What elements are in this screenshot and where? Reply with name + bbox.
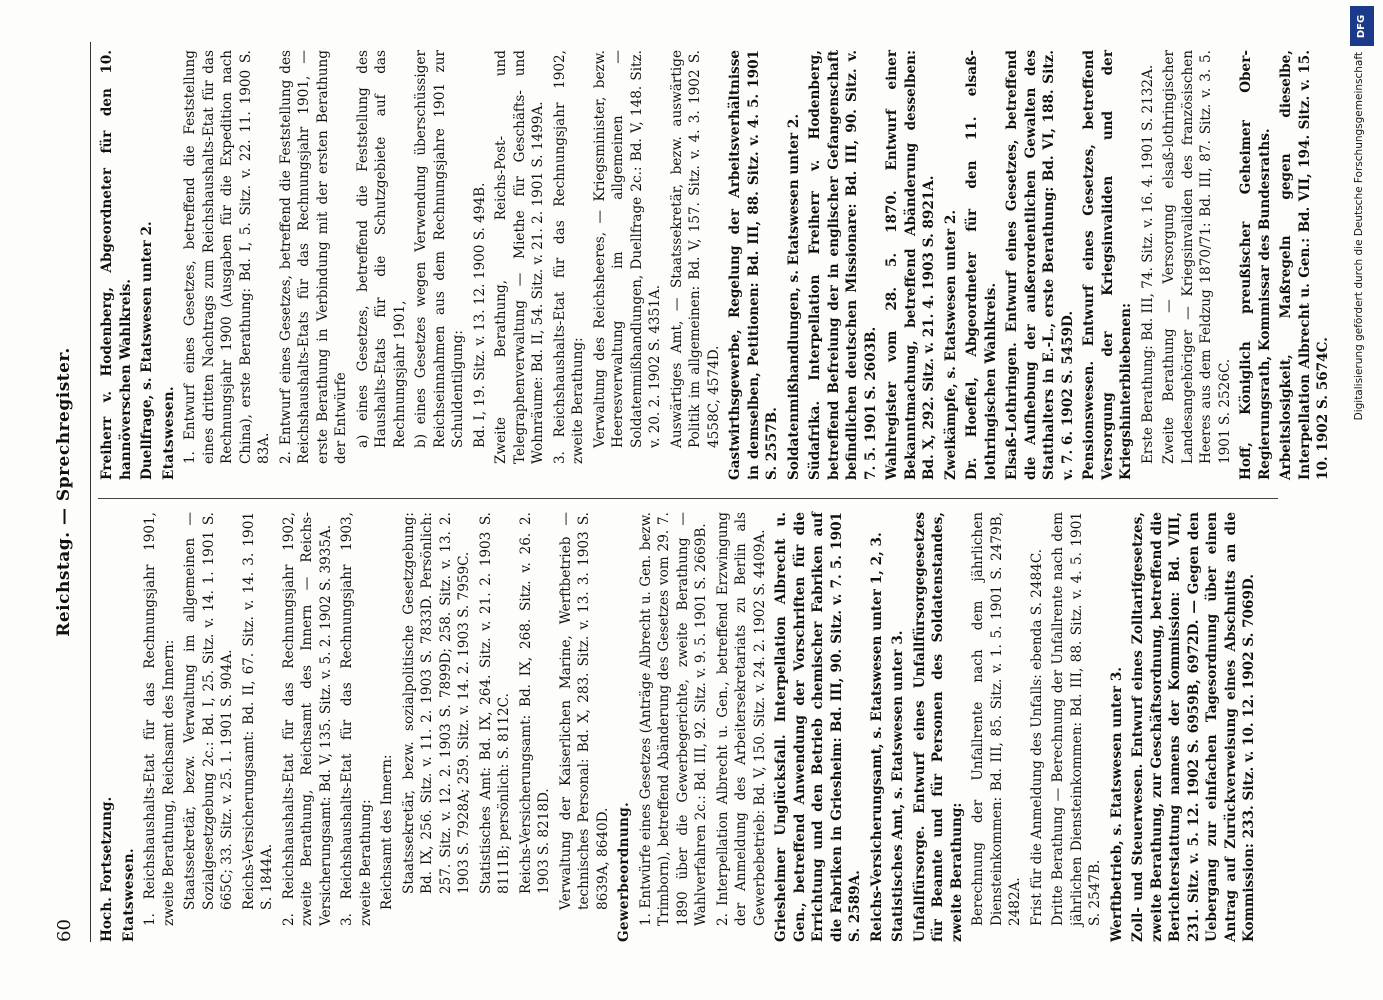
index-entry: 3. Reichshaushalts-Etat für das Rechnungsjahr 1903, zweite Berathung:: [339, 512, 374, 926]
digitization-note: Digitalisierung gefördert durch die Deutsche Forschungsgemeinschaft: [1353, 52, 1365, 421]
index-entry: Frist für die Anmeldung des Unfalls: ebenda S. 2484C.: [1028, 548, 1045, 926]
index-entry: Südafrika. Interpellation Freiherr v. Hodenberg, betreffend Befreiung der in englischer Gefangenschaft befindlichen deutschen Missionare: Bd. III, 90. Sitz. v. 7. 5. 1901 S. 2603B.: [807, 50, 879, 480]
index-entry: Gewerbeordnung.: [616, 801, 632, 942]
index-entry: Zweikämpfe, s. Etatswesen unter 2.: [942, 209, 959, 480]
index-entry: Verwaltung der Kaiserlichen Marine, Werftbetrieb — technisches Personal: Bd. X, 283. Sitz. v. 13. 3. 1903 S. 8639A, 8640D.: [557, 512, 611, 910]
index-entry: Pensionswesen. Entwurf eines Gesetzes, betreffend Versorgung der Kriegsinvaliden und der Kriegshinterbliebenen:: [1081, 50, 1134, 480]
index-entry: Dritte Berathung — Berechnung der Unfallrente nach dem jährlichen Diensteinkommen: Bd. III, 88. Sitz. v. 4. 5. 1901 S. 2547B.: [1050, 512, 1103, 926]
running-head: [48, 42, 82, 942]
index-entry: Statistisches Amt, s. Etatswesen unter 3.: [890, 630, 906, 942]
index-entry: Soldatenmißhandlungen, s. Etatswesen unter 2.: [785, 113, 802, 480]
index-entry: Berechnung der Unfallrente nach dem jährlichen Diensteinkommen: Bd. III, 85. Sitz. v. 1. 5. 1901 S. 2479B, 2482A.: [970, 512, 1023, 926]
index-entry: Zoll- und Steuerwesen. Entwurf eines Zolltarifgesetzes, zweite Berathung, zur Geschäftsordnung, betreffend die Berichterstattung namens der Kommission: Bd. VIII, 231. Sitz. v. 5. 12. 1902 S. 6959B, 6972D. — Gegen den Uebergang zur einfachen Tagesordnung über einen Antrag auf Zurückverweisung eines Abschnitts an die Kommission: 233. Sitz. v. 10. 12. 1902 S. 7069D.: [1130, 512, 1257, 942]
index-entry: Staatssekretär, bezw. sozialpolitische Gesetzgebung: Bd. IX, 256. Sitz. v. 11. 2. 1903 S. 7833D. Persönlich: 257. Sitz. v. 12. 2. 1903 S. 7899D; 258. Sitz. v. 13. 2. 1903 S. 7928A; 259. Sitz. v. 14. 2. 1903 S. 7959C.: [400, 512, 472, 894]
running-title: Reichstag. — Sprechregister.: [54, 347, 74, 637]
index-entry: 2. Reichshaushalts-Etat für das Rechnungsjahr 1902, zweite Berathung, Reichsamt des Innern — Reichs-Versicherungsamt: Bd. V, 135. Sitz. v. 5. 2. 1902 S. 3935A.: [280, 512, 334, 926]
index-entry: Statistisches Amt: Bd. IX, 264. Sitz. v. 21. 2. 1903 S. 8111B; persönlich: S. 8112C.: [477, 512, 512, 894]
page-number: 60: [54, 919, 75, 942]
index-entry: Reichs-Versicherungsamt: Bd. II, 67. Sitz. v. 14. 3. 1901 S. 1844A.: [240, 512, 275, 910]
index-entry: Auswärtiges Amt, — Staatssekretär, bezw. auswärtige Politik im allgemeinen: Bd. V, 157. Sitz. v. 4. 3. 1902 S. 4558C, 4574D.: [668, 50, 722, 448]
index-entry: Werftbetrieb, s. Etatswesen unter 3.: [1108, 666, 1125, 942]
index-entry: Unfallfürsorge. Entwurf eines Unfallfürsorgegesetzes für Beamte und für Personen des Soldatenstandes, zweite Berathung:: [911, 512, 965, 942]
index-entry: Duellfrage, s. Etatswesen unter 2.: [139, 221, 155, 480]
index-entry: Erste Berathung: Bd. III, 74. Sitz. v. 16. 4. 1901 S. 2132A.: [1139, 64, 1156, 464]
index-entry: Elsaß-Lothringen. Entwurf eines Gesetzes, betreffend die Aufhebung der außerordentlichen Gewalten des Statthalters in E.-L., erste Berathung: Bd. VI, 188. Sitz. v. 7. 6. 1902 S. 5459D.: [1004, 50, 1076, 480]
index-entry: 3. Reichshaushalts-Etat für das Rechnungsjahr 1902, zweite Berathung:: [551, 50, 586, 464]
left-column: [98, 512, 1278, 942]
index-entry: Hoch. Fortsetzung.: [99, 796, 115, 942]
column-divider: [98, 498, 1278, 499]
index-entry: Wahlregister vom 28. 5. 1870. Entwurf einer Bekanntmachung, betreffend Abänderung desselben: Bd. X, 292. Sitz. v. 21. 4. 1903 S. 8921A.: [884, 50, 937, 480]
index-entry: Reichs-Versicherungsamt: Bd. IX, 268. Sitz. v. 26. 2. 1903 S. 8218D.: [517, 512, 552, 894]
index-entry: a) eines Gesetzes, betreffend die Feststellung des Haushalts-Etats für die Schutzgebiete auf das Rechnungsjahr 1901,: [354, 50, 408, 448]
index-entry: Reichsamt des Innern:: [379, 754, 395, 910]
index-entry: b) eines Gesetzes wegen Verwendung überschüssiger Reichseinnahmen aus dem Rechnungsjahre 1901 zur Schuldentilgung:: [413, 50, 466, 448]
index-entry: Freiherr v. Hodenberg, Abgeordneter für den 10. hannöverschen Wahlkreis.: [99, 50, 134, 480]
index-entry: Etatswesen.: [160, 386, 177, 480]
index-entry: 2. Entwurf eines Gesetzes, betreffend die Feststellung des Reichshaushalts-Etats für das Rechnungsjahr 1901, — erste Berathung in Verbindung mit der ersten Berathung der Entwürfe: [277, 50, 349, 464]
index-entry: Arbeitslosigkeit, Maßregeln gegen dieselbe, Interpellation Albrecht u. Gen.: Bd. VII, 194. Sitz. v. 15. 10. 1902 S. 5674C.: [1278, 50, 1331, 480]
index-entry: Dr. Hoeffel, Abgeordneter für den 11. elsaß-lothringischen Wahlkreis.: [964, 50, 999, 480]
header-rule: [90, 42, 91, 942]
dfg-logo: [1350, 6, 1374, 46]
right-column: [98, 50, 1331, 480]
index-entry: 2. Interpellation Albrecht u. Gen., betreffend Erzwingung der Anmeldung des Arbeitersekretariats zu Berlin als Gewerbebetrieb: Bd. V, 150. Sitz. v. 24. 2. 1902 S. 4409A.: [714, 512, 768, 926]
index-entry: 1. Entwürfe eines Gesetzes (Anträge Albrecht u. Gen. bezw. Trimborn), betreffend Abänderung des Gesetzes vom 29. 7. 1890 über die Gewerbegerichte, zweite Berathung — Wahlverfahren 2c.: Bd. III, 92. Sitz. v. 9. 5. 1901 S. 2669B.: [637, 512, 709, 926]
index-entry: Verwaltung des Reichsheeres, — Kriegsminister, bezw. Heeresverwaltung im allgemeinen — Soldatenmißhandlungen, Duellfrage 2c.: Bd. V, 148. Sitz. v. 20. 2. 1902 S. 4351A.: [591, 50, 663, 448]
index-entry: Bd. I, 19. Sitz. v. 13. 12. 1900 S. 494B.: [471, 182, 488, 448]
index-entry: Gastwirthsgewerbe, Regelung der Arbeitsverhältnisse in demselben, Petitionen: Bd. III, 88. Sitz. v. 4. 5. 1901 S. 2557B.: [727, 50, 780, 480]
dfg-logo-text: DFG: [1356, 14, 1368, 38]
index-entry: Reichs-Versicherungsamt, s. Etatswesen unter 1, 2, 3.: [868, 532, 885, 942]
index-entry: Griesheimer Unglücksfall. Interpellation Albrecht u. Gen., betreffend Anwendung der Vorschriften für die Errichtung und den Betrieb chemischer Fabriken auf die Fabriken in Griesheim: Bd. III, 90. Sitz. v. 7. 5. 1901 S. 2589A.: [773, 512, 863, 942]
index-entry: Zweite Berathung — Versorgung elsaß-lothringischer Landesangehöriger — Kriegsinvaliden des französischen Heeres aus dem Feldzug 1870/71: Bd. III, 87. Sitz. v. 3. 5. 1901 S. 2526C.: [1161, 50, 1233, 464]
index-entry: 1. Entwurf eines Gesetzes, betreffend die Feststellung eines dritten Nachtrags zum Reichshaushalts-Etat für das Rechnungsjahr 1900 (Ausgaben für die Expedition nach China), erste Berathung: Bd. I, 5. Sitz. v. 22. 11. 1900 S. 83A.: [182, 50, 272, 464]
index-entry: Zweite Berathung, Reichs-Post- und Telegraphenverwaltung — Miethe für Geschäfts- und Wohnräume: Bd. II, 54. Sitz. v. 21. 2. 1901 S. 1499A.: [493, 50, 546, 464]
index-entry: 1. Reichshaushalts-Etat für das Rechnungsjahr 1901, zweite Berathung, Reichsamt des Innern:: [142, 512, 177, 926]
index-entry: Staatssekretär, bezw. Verwaltung im allgemeinen — Sozialgesetzgebung 2c.: Bd. I, 25. Sitz. v. 14. 1. 1901 S. 665C; 33. Sitz. v. 25. 1. 1901 S. 904A.: [182, 512, 235, 910]
index-entry: Etatswesen.: [120, 848, 137, 942]
index-entry: Hoff, Königlich preußischer Geheimer Ober-Regierungsrath, Kommissar des Bundesraths.: [1238, 50, 1273, 480]
